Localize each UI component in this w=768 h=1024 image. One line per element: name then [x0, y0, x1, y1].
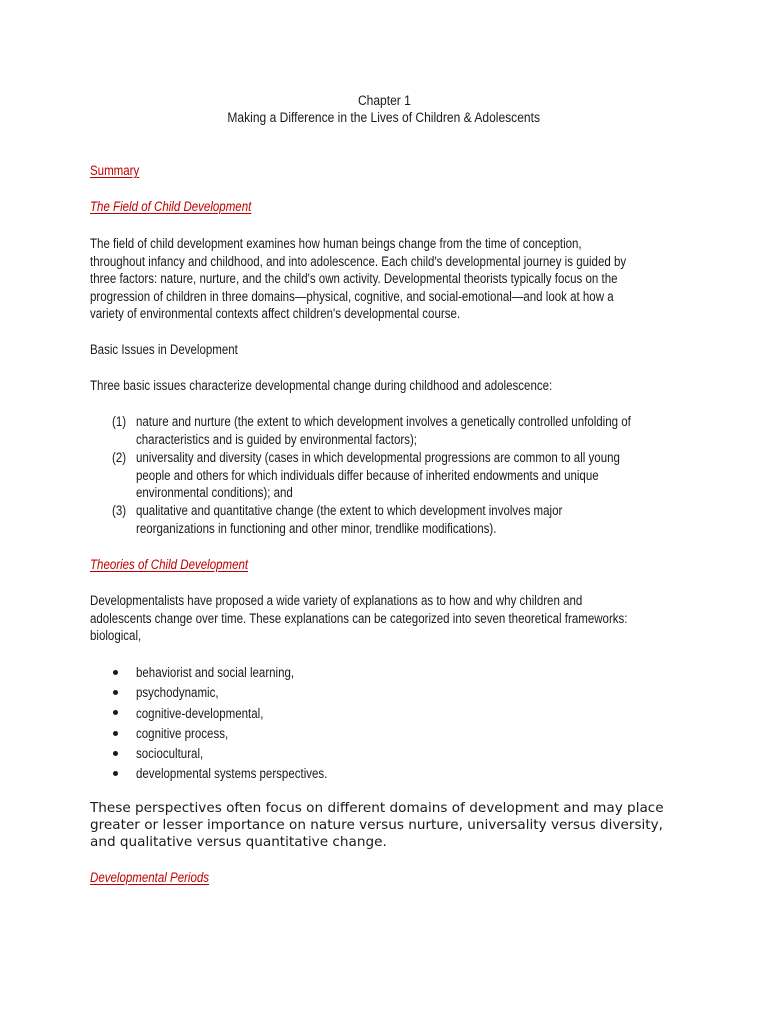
field-heading-link[interactable]: The Field of Child Development [90, 199, 252, 214]
summary-link[interactable]: Summary [90, 163, 140, 178]
bullet-item: psychodynamic, [136, 685, 219, 700]
theories-heading-link[interactable]: Theories of Child Development [90, 557, 249, 572]
theories-paragraph [90, 592, 628, 645]
chapter-title [0, 109, 768, 127]
bullet-icon [113, 771, 118, 776]
bullet-item: sociocultural, [136, 746, 204, 761]
list-item-line: environmental conditions); and [136, 485, 293, 501]
paragraph-line: The field of child development examines how human beings change from the time of conception, [90, 236, 582, 251]
paragraph-line: progression of children in three domains—physical, cognitive, and social-emotional—and look at how a [90, 288, 614, 304]
paragraph-line: adolescents change over time. These explanations can be categorized into seven theoretical frameworks: [90, 610, 628, 626]
basic-issues-heading: Basic Issues in Development [90, 342, 238, 357]
list-item-line: nature and nurture (the extent to which development involves a genetically controlled unfolding of [136, 414, 631, 429]
paragraph-line: biological, [90, 628, 142, 644]
list-item-line: characteristics and is guided by environmental factors); [136, 431, 418, 447]
paragraph-line: These perspectives often focus on different domains of development and may place [90, 800, 664, 816]
basic-issues-intro: Three basic issues characterize developmental change during childhood and adolescence: [90, 378, 553, 393]
paragraph-line: three factors: nature, nurture, and the child's own activity. Developmental theorists typically focus on the [90, 271, 618, 287]
paragraph-line: and qualitative versus quantitative change. [90, 834, 387, 850]
bullet-icon [113, 710, 118, 715]
list-item [136, 449, 620, 502]
bullet-item: cognitive process, [136, 726, 229, 741]
paragraph-line: variety of environmental contexts affect children's developmental course. [90, 306, 461, 322]
list-item-number: (3) [112, 503, 127, 518]
list-item-number: (1) [112, 414, 127, 429]
list-item-line: qualitative and quantitative change (the extent to which development involves major [136, 503, 563, 518]
paragraph-line: throughout infancy and childhood, and into adolescence. Each child's developmental journey is guided by [90, 253, 627, 269]
list-item-line: people and others for which individuals differ because of inherited endowments and unique [136, 467, 599, 483]
bullet-item: cognitive-developmental, [136, 706, 264, 721]
chapter-number: Chapter 1 [357, 93, 411, 108]
list-item [136, 413, 631, 448]
bullet-icon [113, 690, 118, 695]
list-item-line: reorganizations in functioning and other minor, trendlike modifications). [136, 520, 497, 536]
bullet-icon [113, 731, 118, 736]
bullet-item: developmental systems perspectives. [136, 766, 328, 781]
bullet-icon [113, 751, 118, 756]
chapter-title-text: Making a Difference in the Lives of Children & Adolescents [227, 110, 541, 125]
paragraph-line: Developmentalists have proposed a wide variety of explanations as to how and why children and [90, 593, 583, 608]
list-item-number: (2) [112, 450, 127, 465]
perspectives-paragraph [90, 800, 664, 851]
field-paragraph [90, 235, 626, 323]
list-item-line: universality and diversity (cases in which developmental progressions are common to all young [136, 450, 620, 465]
bullet-icon [113, 670, 118, 675]
chapter-label [0, 92, 768, 110]
list-item [136, 502, 562, 537]
periods-heading-link[interactable]: Developmental Periods [90, 870, 210, 885]
bullet-item: behaviorist and social learning, [136, 665, 295, 680]
paragraph-line: greater or lesser importance on nature versus nurture, universality versus diversity, [90, 817, 664, 833]
